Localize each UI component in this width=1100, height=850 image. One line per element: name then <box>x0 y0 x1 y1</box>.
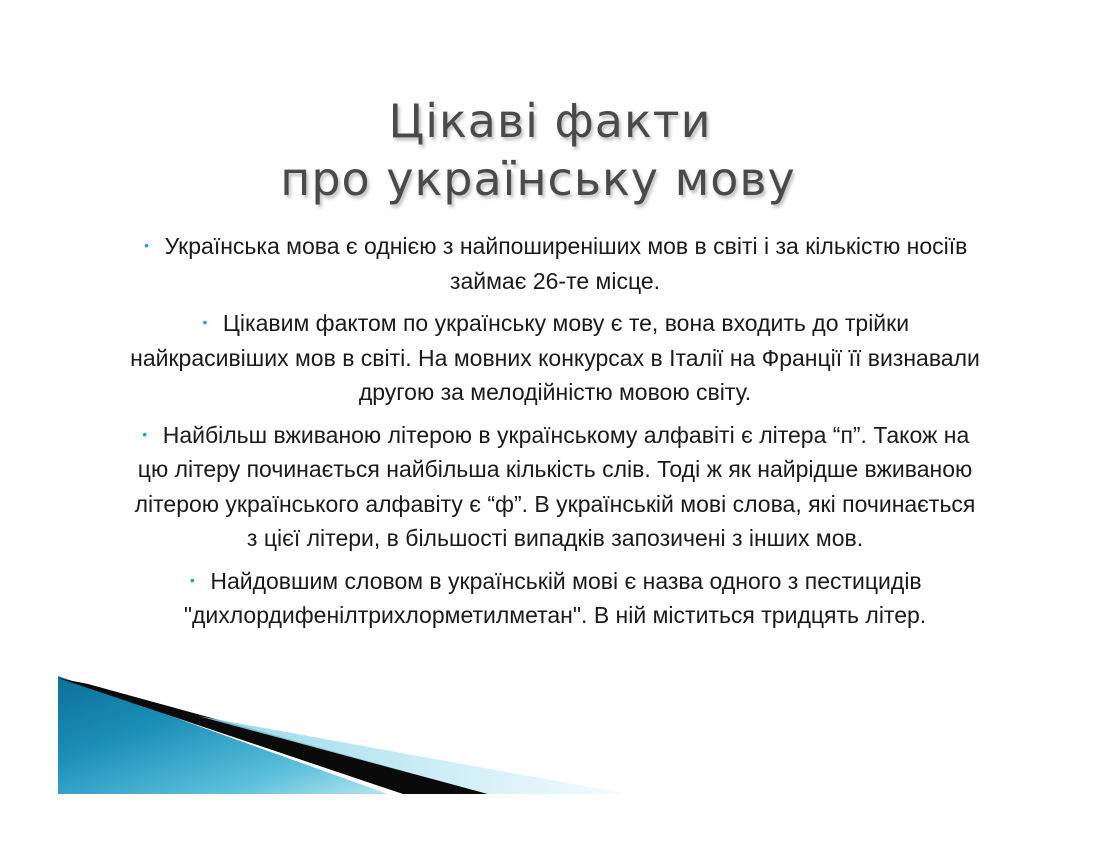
bullet-icon: • <box>202 314 208 330</box>
bullet-item-3 <box>130 417 980 556</box>
bullet-text-2: Цікавим фактом по українську мову є те, вона входить до трійки найкрасивіших мов в світі. На мовних конкурсах в Італії на Франції її визнавали другою за мелодійністю мовою світу. <box>130 310 980 405</box>
bullet-icon: • <box>189 571 195 588</box>
bullet-list <box>130 228 980 640</box>
bullet-item-1 <box>130 228 980 298</box>
title-line-1: Цікаві факти <box>388 94 712 148</box>
bullet-text-1: Українська мова є однією з найпоширеніших мов в світі і за кількістю носіїв займає 26-те місце. <box>164 233 968 294</box>
bullet-icon: • <box>142 425 148 442</box>
bullet-icon: • <box>144 237 150 253</box>
bullet-item-2 <box>130 305 980 410</box>
slide-title <box>0 92 1100 208</box>
bullet-text-3: Найбільш вживаною літерою в українському алфавіті є літера “п”. Також на цю літеру починається найбільша кількість слів. Тоді ж як найрідше вживаною літерою українського алфавіту є “ф”. В українській мові слова, які починається з цієї літери, в більшості випадків запозичені з інших мов. <box>134 421 976 551</box>
decorative-wedge <box>58 676 628 794</box>
title-line-2: про українську мову <box>280 152 796 206</box>
bullet-item-4 <box>130 563 980 633</box>
bullet-text-4: Найдовшим словом в українській мові є назва одного з пестицидів "дихлордифенілтрихлорметилметан". В ній міститься тридцять літер. <box>183 567 927 628</box>
